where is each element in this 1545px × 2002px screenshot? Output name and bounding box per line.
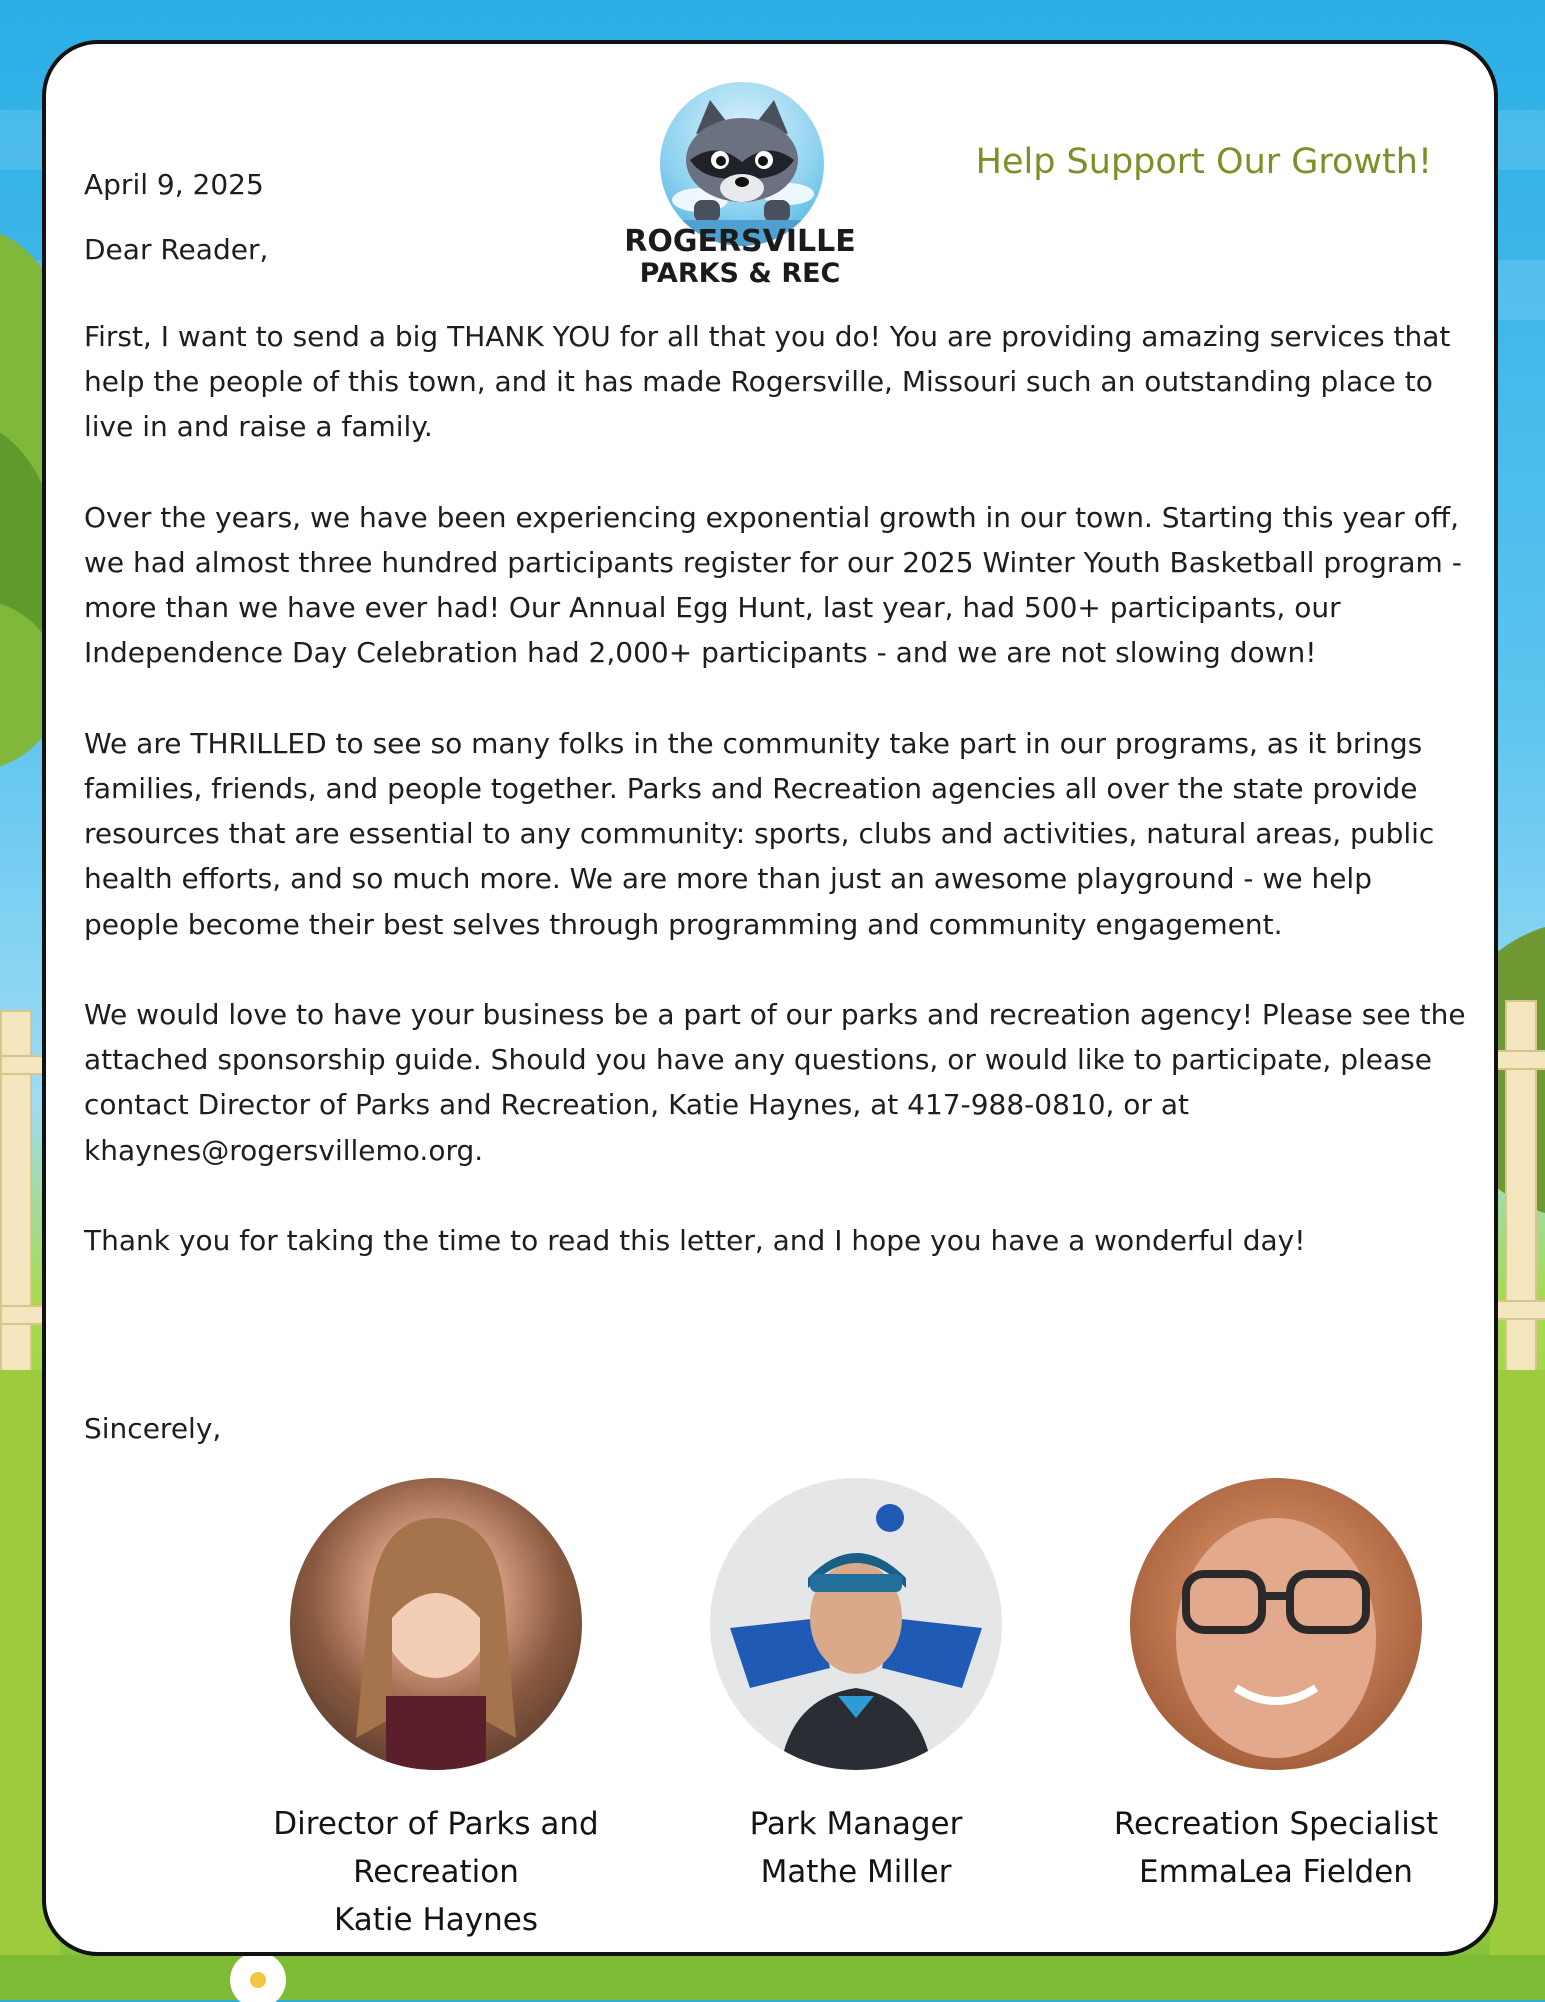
paragraph-1: First, I want to send a big THANK YOU for all that you do! You are providing amazing services that help the people of this town, and it has made Rogersville, Missouri such an outstanding place to live in and raise a family. — [84, 320, 1451, 444]
logo-line-2: PARKS & REC — [639, 258, 841, 289]
grass-bottom — [0, 1955, 1545, 2000]
staff-name: EmmaLea Fielden — [1139, 1854, 1413, 1890]
staff-title: Park Manager — [749, 1806, 963, 1842]
staff-title: Director of Parks and Recreation — [273, 1806, 599, 1890]
letter-body — [84, 314, 1474, 1308]
raccoon-icon — [660, 82, 824, 246]
paragraph-3: We are THRILLED to see so many folks in the community take part in our programs, as it brings families, friends, and people together. Parks and Recreation agencies all over the state provide resources that are essential to any community: sports, clubs and activities, natural areas, public health efforts, and so much more. We are more than just an awesome playground - we help people become their best selves through programming and community engagement. — [84, 726, 1435, 941]
staff-photo — [710, 1478, 1002, 1770]
paragraph-4: We would love to have your business be a part of our parks and recreation agency! Please see the attached sponsorship guide. Should you have any questions, or would like to participate, please contact Director of Parks and Recreation, Katie Haynes, at 417-988-0810, or at khaynes@rogersvillemo.org. — [84, 998, 1466, 1167]
staff-photo — [290, 1478, 582, 1770]
staff-card-2 — [616, 1478, 1096, 1896]
paragraph-5: Thank you for taking the time to read this letter, and I hope you have a wonderful day! — [84, 1224, 1306, 1257]
paragraph-2: Over the years, we have been experiencing exponential growth in our town. Starting this year off, we had almost three hundred participants register for our 2025 Winter Youth Basketball program - more than we have ever had! Our Annual Egg Hunt, last year, had 500+ participants, our Independence Day Celebration had 2,000+ participants - and we are not slowing down! — [84, 500, 1462, 670]
staff-card-1 — [196, 1478, 676, 1944]
logo-line-1: ROGERSVILLE — [624, 224, 856, 259]
letter-card — [42, 40, 1498, 1956]
staff-photo — [1130, 1478, 1422, 1770]
logo — [624, 82, 856, 289]
fence-rail-right — [1495, 1300, 1545, 1320]
letter-closing: Sincerely, — [84, 1412, 222, 1445]
staff-card-3 — [1036, 1478, 1516, 1896]
letter-date: April 9, 2025 — [84, 168, 264, 201]
letter-greeting: Dear Reader, — [84, 233, 269, 266]
flower-icon — [236, 1958, 280, 2002]
staff-name: Katie Haynes — [334, 1902, 538, 1938]
fence-rail-right — [1495, 1050, 1545, 1070]
staff-title: Recreation Specialist — [1113, 1806, 1439, 1842]
staff-name: Mathe Miller — [760, 1854, 952, 1890]
tagline: Help Support Our Growth! — [975, 142, 1432, 182]
